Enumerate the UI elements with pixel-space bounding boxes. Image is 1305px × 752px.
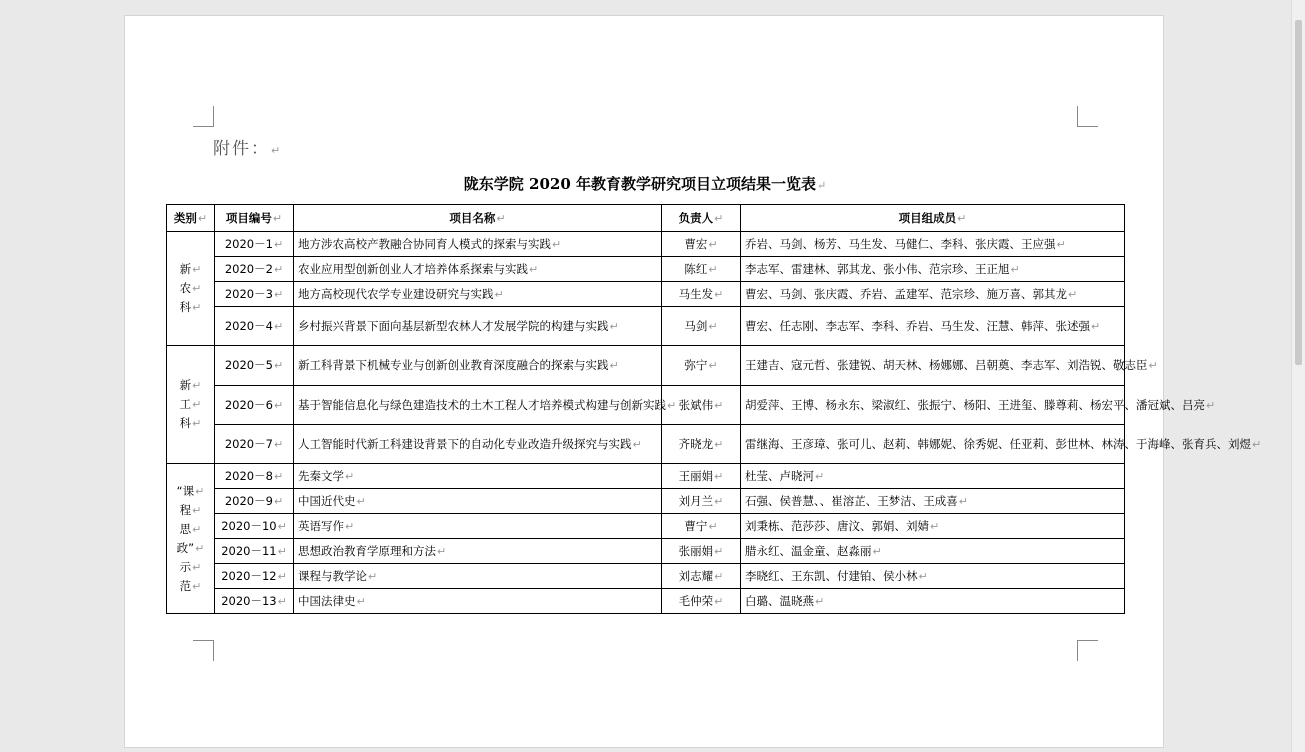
project-members-cell: 王建吉、寇元哲、张建锐、胡天林、杨娜娜、吕朝奠、李志军、刘浩锐、敬志臣↵ bbox=[741, 346, 1125, 386]
header-number: 项目编号↵ bbox=[215, 205, 294, 232]
vertical-scrollbar[interactable] bbox=[1291, 0, 1305, 752]
project-name-cell: 地方高校现代农学专业建设研究与实践↵ bbox=[294, 282, 662, 307]
document-page bbox=[124, 15, 1262, 748]
project-members-cell: 雷继海、王彦璋、张可儿、赵莉、韩娜妮、徐秀妮、任亚莉、彭世林、林涛、于海峰、张育兵、刘煜↵ bbox=[741, 425, 1125, 464]
project-members-cell: 胡爱萍、王博、杨永东、梁淑红、张振宁、杨阳、王进玺、滕尊莉、杨宏平、潘冠斌、吕亮↵ bbox=[741, 386, 1125, 425]
table-row bbox=[167, 386, 1125, 425]
table-row bbox=[167, 539, 1125, 564]
header-category: 类别↵ bbox=[167, 205, 215, 232]
category-cell: “课↵ 程↵ 思↵ 政”↵ 示↵ 范↵ bbox=[167, 464, 215, 614]
header-name: 项目名称↵ bbox=[294, 205, 662, 232]
project-name-cell: 人工智能时代新工科建设背景下的自动化专业改造升级探究与实践↵ bbox=[294, 425, 662, 464]
category-char: 科 bbox=[179, 300, 192, 314]
project-leader-cell: 马生发↵ bbox=[662, 282, 741, 307]
project-number-cell: 2020－10↵ bbox=[215, 514, 294, 539]
header-members: 项目组成员↵ bbox=[741, 205, 1125, 232]
project-number-cell: 2020－7↵ bbox=[215, 425, 294, 464]
project-name-cell: 中国近代史↵ bbox=[294, 489, 662, 514]
project-name-cell: 地方涉农高校产教融合协同育人模式的探索与实践↵ bbox=[294, 232, 662, 257]
scrollbar-thumb[interactable] bbox=[1295, 20, 1302, 365]
project-name-cell: 农业应用型创新创业人才培养体系探索与实践↵ bbox=[294, 257, 662, 282]
title-text: 陇东学院 2020 年教育教学研究项目立项结果一览表 bbox=[463, 175, 816, 193]
table-row bbox=[167, 257, 1125, 282]
category-char: 农 bbox=[179, 281, 192, 295]
project-members-cell: 曹宏、任志刚、李志军、李科、乔岩、马生发、汪慧、韩萍、张述强↵ bbox=[741, 307, 1125, 346]
project-members-cell: 腊永红、温金童、赵淼丽↵ bbox=[741, 539, 1125, 564]
category-cell: 新↵ 农↵ 科↵ bbox=[167, 232, 215, 346]
project-number-cell: 2020－11↵ bbox=[215, 539, 294, 564]
category-char: “课 bbox=[176, 483, 195, 498]
attachment-text: 附件： bbox=[213, 139, 270, 159]
category-char: 新 bbox=[179, 378, 192, 392]
table-header-row bbox=[167, 205, 1125, 232]
table-row bbox=[167, 464, 1125, 489]
category-char: 工 bbox=[179, 397, 192, 411]
table-row bbox=[167, 232, 1125, 257]
paragraph-mark-icon: ↵ bbox=[271, 144, 283, 157]
project-leader-cell: 曹宏↵ bbox=[662, 232, 741, 257]
project-leader-cell: 马剑↵ bbox=[662, 307, 741, 346]
table-row bbox=[167, 307, 1125, 346]
project-leader-cell: 刘月兰↵ bbox=[662, 489, 741, 514]
project-members-cell: 杜莹、卢晓河↵ bbox=[741, 464, 1125, 489]
project-number-cell: 2020－3↵ bbox=[215, 282, 294, 307]
project-name-cell: 乡村振兴背景下面向基层新型农林人才发展学院的构建与实践↵ bbox=[294, 307, 662, 346]
project-number-cell: 2020－12↵ bbox=[215, 564, 294, 589]
category-char: 思 bbox=[179, 521, 192, 536]
project-leader-cell: 曹宁↵ bbox=[662, 514, 741, 539]
attachment-label bbox=[213, 134, 282, 159]
category-char: 程 bbox=[179, 502, 192, 517]
category-char: 政” bbox=[176, 540, 195, 555]
project-number-cell: 2020－9↵ bbox=[215, 489, 294, 514]
table-row bbox=[167, 489, 1125, 514]
project-name-cell: 中国法律史↵ bbox=[294, 589, 662, 614]
category-cell: 新↵ 工↵ 科↵ bbox=[167, 346, 215, 464]
project-members-cell: 李志军、雷建林、郭其龙、张小伟、范宗珍、王正旭↵ bbox=[741, 257, 1125, 282]
project-leader-cell: 弥宁↵ bbox=[662, 346, 741, 386]
project-members-cell: 乔岩、马剑、杨芳、马生发、马健仁、李科、张庆霞、王应强↵ bbox=[741, 232, 1125, 257]
project-name-cell: 英语写作↵ bbox=[294, 514, 662, 539]
project-leader-cell: 陈红↵ bbox=[662, 257, 741, 282]
project-members-cell: 李晓红、王东凯、付建铂、侯小林↵ bbox=[741, 564, 1125, 589]
project-members-cell: 石强、侯普慧、、崔溶芷、王梦洁、王成喜↵ bbox=[741, 489, 1125, 514]
project-leader-cell: 张丽娟↵ bbox=[662, 539, 741, 564]
project-leader-cell: 王丽娟↵ bbox=[662, 464, 741, 489]
project-name-cell: 课程与教学论↵ bbox=[294, 564, 662, 589]
project-number-cell: 2020－1↵ bbox=[215, 232, 294, 257]
table-row bbox=[167, 425, 1125, 464]
table-row bbox=[167, 346, 1125, 386]
project-number-cell: 2020－2↵ bbox=[215, 257, 294, 282]
table-row bbox=[167, 514, 1125, 539]
project-leader-cell: 张斌伟↵ bbox=[662, 386, 741, 425]
project-number-cell: 2020－5↵ bbox=[215, 346, 294, 386]
project-name-cell: 基于智能信息化与绿色建造技术的土木工程人才培养模式构建与创新实践↵ bbox=[294, 386, 662, 425]
category-char: 科 bbox=[179, 416, 192, 430]
project-members-cell: 白璐、温晓燕↵ bbox=[741, 589, 1125, 614]
table-row bbox=[167, 282, 1125, 307]
project-number-cell: 2020－4↵ bbox=[215, 307, 294, 346]
project-name-cell: 新工科背景下机械专业与创新创业教育深度融合的探索与实践↵ bbox=[294, 346, 662, 386]
project-name-cell: 思想政治教育学原理和方法↵ bbox=[294, 539, 662, 564]
project-members-cell: 曹宏、马剑、张庆霞、乔岩、孟建军、范宗珍、施万喜、郭其龙↵ bbox=[741, 282, 1125, 307]
project-leader-cell: 齐晓龙↵ bbox=[662, 425, 741, 464]
paragraph-mark-icon: ↵ bbox=[816, 179, 827, 192]
header-leader: 负责人↵ bbox=[662, 205, 741, 232]
project-number-cell: 2020－6↵ bbox=[215, 386, 294, 425]
project-leader-cell: 刘志耀↵ bbox=[662, 564, 741, 589]
table-row bbox=[167, 564, 1125, 589]
project-leader-cell: 毛仲荣↵ bbox=[662, 589, 741, 614]
project-name-cell: 先秦文学↵ bbox=[294, 464, 662, 489]
category-char: 示 bbox=[179, 559, 192, 574]
project-number-cell: 2020－8↵ bbox=[215, 464, 294, 489]
document-title bbox=[125, 173, 1165, 194]
results-table bbox=[166, 204, 1262, 614]
project-number-cell: 2020－13↵ bbox=[215, 589, 294, 614]
table-body bbox=[167, 232, 1262, 614]
project-members-cell: 刘秉栋、范莎莎、唐汶、郭娟、刘婧↵ bbox=[741, 514, 1125, 539]
category-char: 范 bbox=[179, 578, 192, 593]
table-row bbox=[167, 589, 1125, 614]
category-char: 新 bbox=[179, 262, 192, 276]
